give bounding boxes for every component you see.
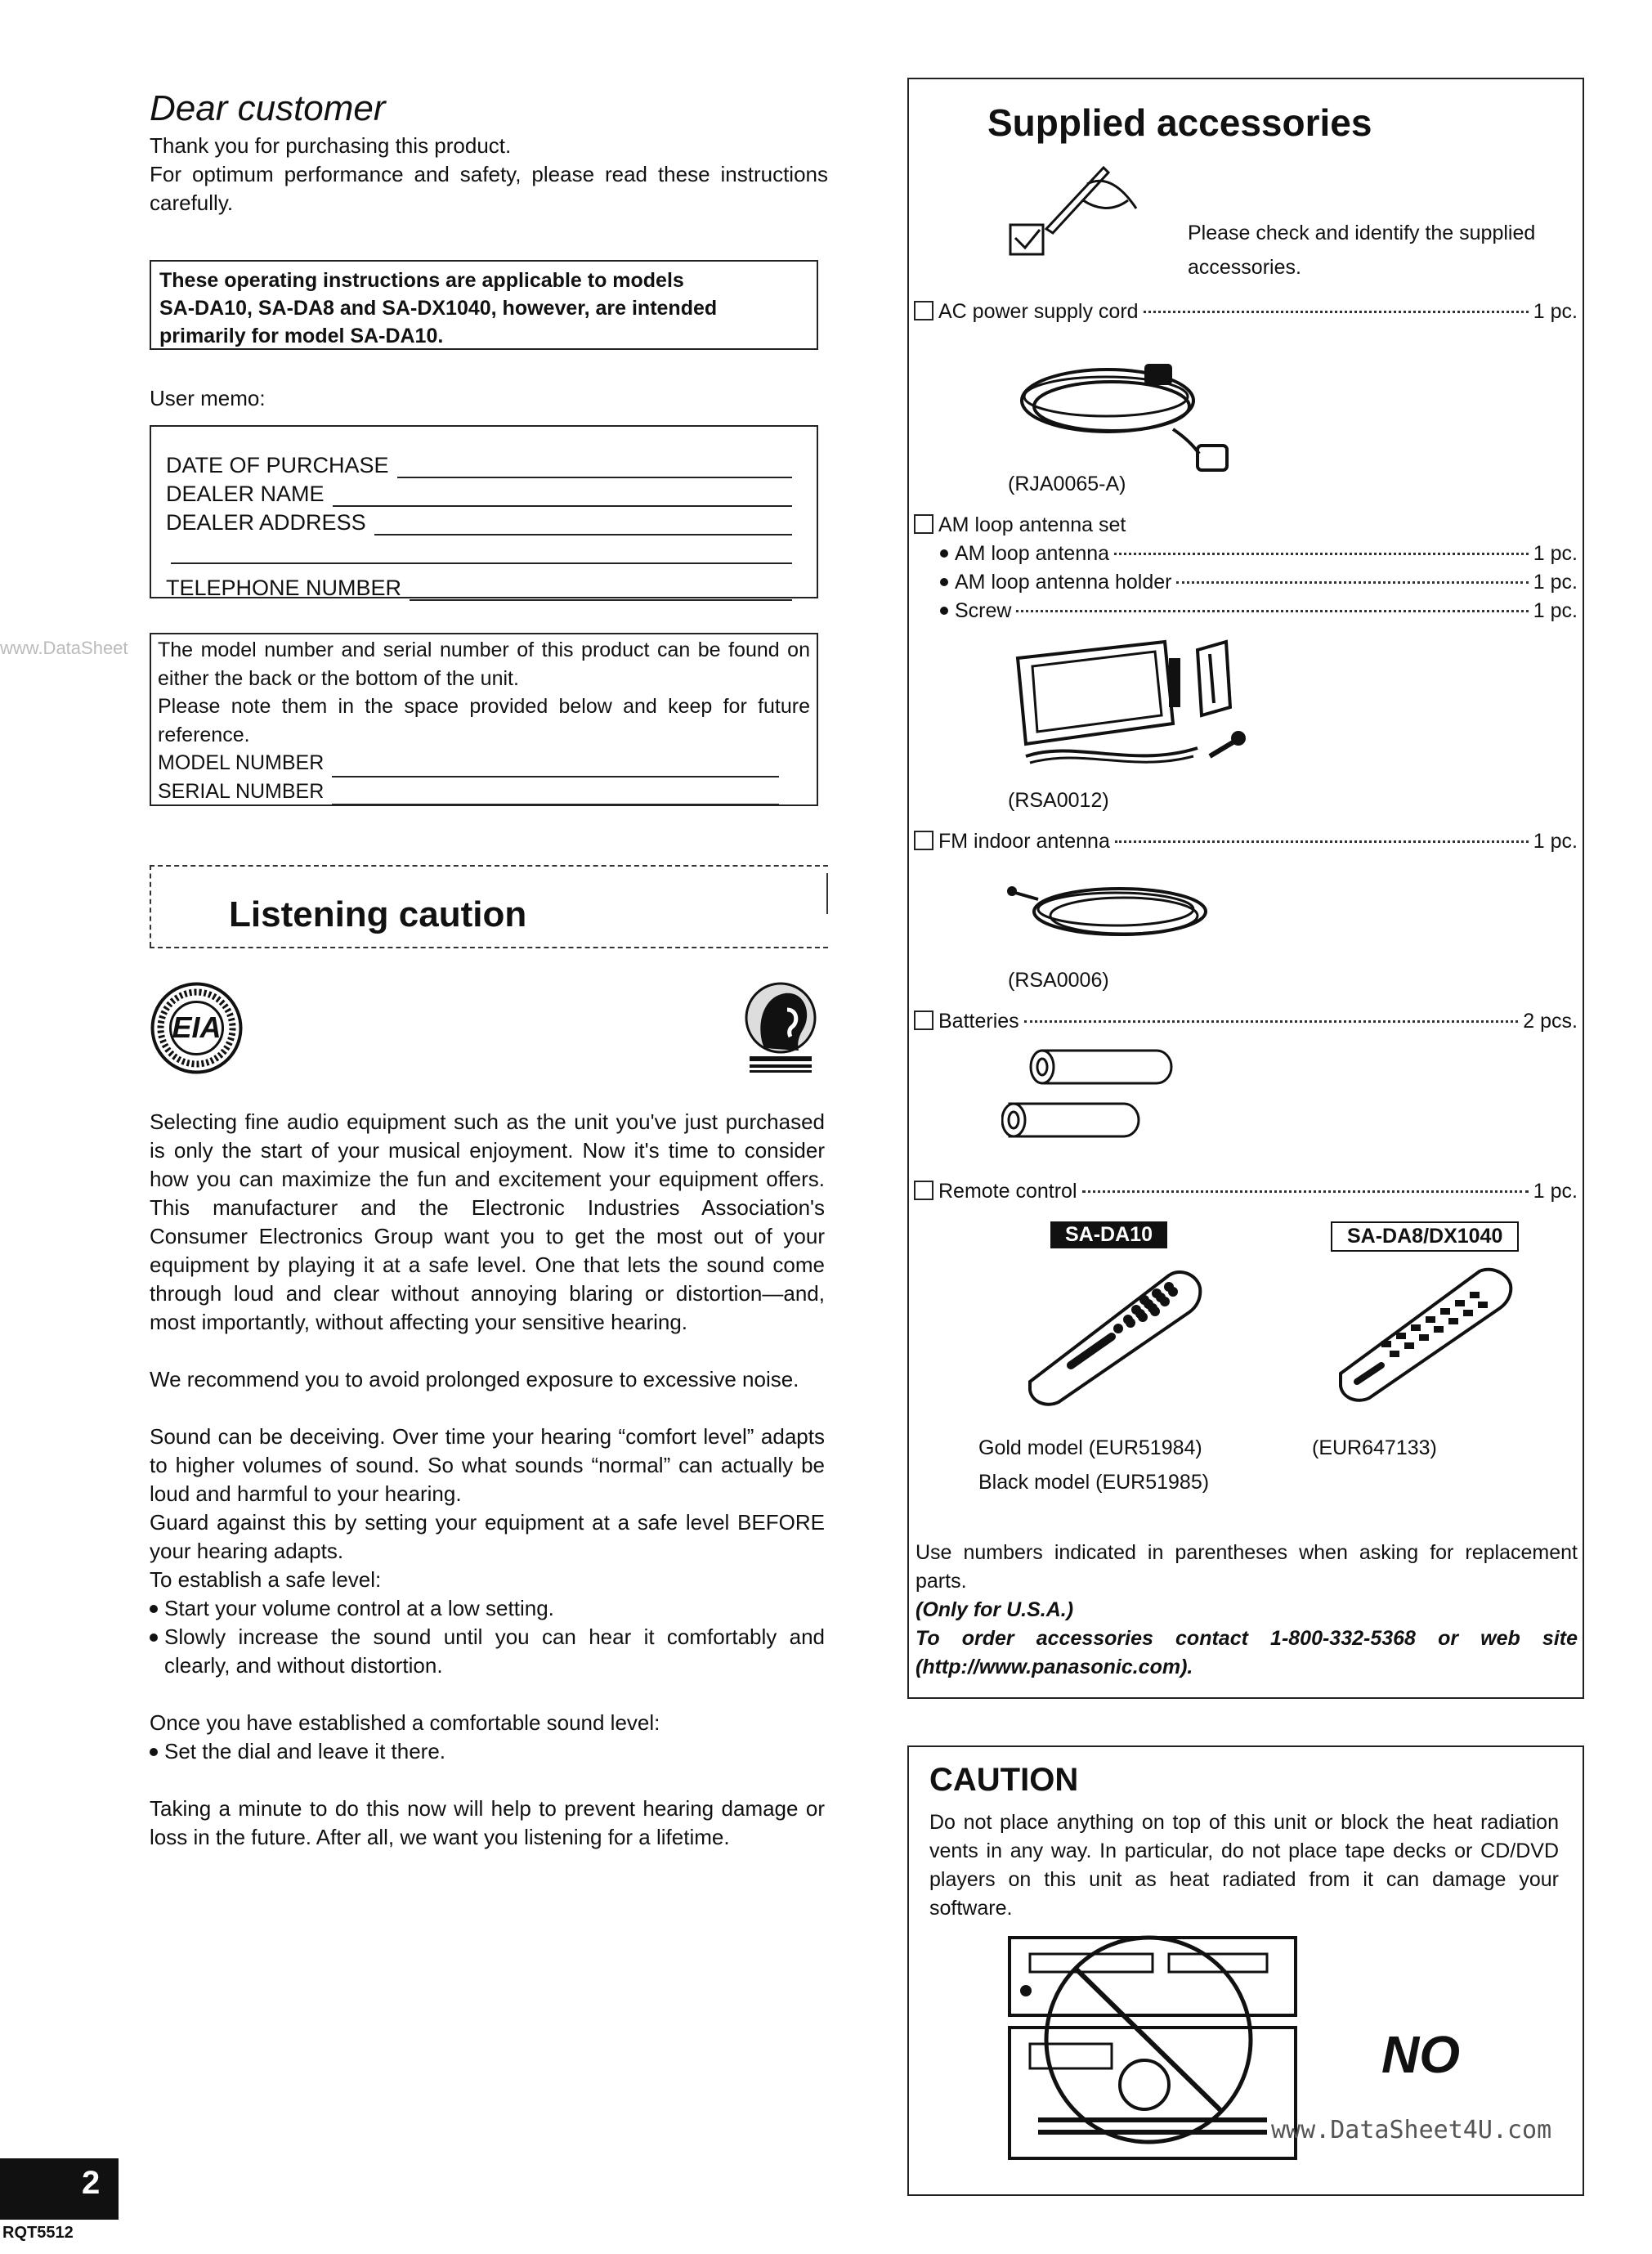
memo-dealer-address-row xyxy=(166,507,792,535)
replacement-note: Use numbers indicated in parentheses when asking for replacement parts. xyxy=(916,1541,1578,1593)
memo-date-label: DATE OF PURCHASE xyxy=(166,453,389,477)
acc-remote-row xyxy=(914,1177,1578,1206)
acc-screw-row xyxy=(940,597,1578,625)
acc-batteries-row xyxy=(914,1007,1578,1036)
memo-dealer-address-row-2 xyxy=(166,535,792,564)
ac-cord-checkbox[interactable] xyxy=(914,301,933,320)
am-set-checkbox[interactable] xyxy=(914,514,933,534)
leader-dots xyxy=(1114,553,1529,555)
pen-check-icon xyxy=(1005,151,1153,266)
remote-checkbox[interactable] xyxy=(914,1181,933,1200)
tag-sa-da10: SA-DA10 xyxy=(1050,1221,1167,1248)
dear-customer-title: Dear customer xyxy=(150,88,386,128)
eia-logo-text: EIA xyxy=(172,1010,222,1044)
listening-header-bottom-rule xyxy=(150,947,828,948)
listening-para-2: We recommend you to avoid prolonged exposure to excessive noise. xyxy=(150,1367,799,1391)
remote-gold-model: Gold model (EUR51984) xyxy=(978,1436,1202,1459)
memo-dealer-address-field-2[interactable] xyxy=(171,544,792,564)
applicable-line-2: SA-DA10, SA-DA8 and SA-DX1040, however, are intended xyxy=(159,297,718,320)
listening-header-left-rule xyxy=(150,865,151,947)
listening-para-5: To establish a safe level: xyxy=(150,1567,382,1592)
memo-dealer-name-field[interactable] xyxy=(333,487,792,507)
dear-customer-section xyxy=(150,86,828,217)
head-with-ear-icon xyxy=(740,981,822,1075)
page-number-tab xyxy=(0,2158,119,2220)
power-cord-icon xyxy=(1010,347,1230,478)
screw-label: Screw xyxy=(955,599,1012,622)
caution-illustration xyxy=(1005,1921,1300,2167)
dear-customer-optimum: For optimum performance and safety, please read these instructions carefully. xyxy=(150,162,828,215)
am-set-code: (RSA0012) xyxy=(1008,789,1109,812)
fm-qty: 1 pc. xyxy=(1533,830,1578,853)
remote-code-2: (EUR647133) xyxy=(1312,1436,1437,1459)
listening-caution-title: Listening caution xyxy=(229,894,527,934)
battery-icon xyxy=(1001,1042,1173,1149)
ac-cord-illustration xyxy=(1010,347,1230,478)
memo-telephone-row xyxy=(166,572,792,601)
remote-black-model: Black model (EUR51985) xyxy=(978,1471,1210,1494)
caution-title: CAUTION xyxy=(929,1762,1079,1798)
leader-dots xyxy=(1115,840,1529,843)
accessories-notes xyxy=(916,1539,1578,1682)
listening-para-4: Guard against this by setting your equipment at a safe level BEFORE your hearing adapts. xyxy=(150,1510,825,1563)
serial-number-label: SERIAL NUMBER xyxy=(158,779,325,803)
supplied-accessories-title: Supplied accessories xyxy=(987,101,1372,144)
am-loop-antenna-icon xyxy=(1010,634,1271,777)
serial-number-row xyxy=(158,777,779,806)
check-note: Please check and identify the supplied accessories. xyxy=(1188,222,1536,279)
am-holder-qty: 1 pc. xyxy=(1533,571,1578,594)
leader-dots xyxy=(1082,1190,1529,1193)
am-antenna-label: AM loop antenna xyxy=(955,542,1110,565)
model-number-row xyxy=(158,749,779,777)
fm-label: FM indoor antenna xyxy=(938,830,1110,853)
listening-header-top-rule xyxy=(150,865,828,867)
listening-bullet-2: Slowly increase the sound until you can hear it comfortably and clearly, and without distortion. xyxy=(150,1623,825,1680)
memo-date-field[interactable] xyxy=(397,459,792,478)
bullet-dot-icon xyxy=(150,1605,158,1613)
batteries-qty: 2 pcs. xyxy=(1523,1010,1578,1033)
acc-am-antenna-row xyxy=(940,540,1578,568)
bullet-dot-icon xyxy=(150,1633,158,1642)
ac-cord-code: (RJA0065-A) xyxy=(1008,473,1126,495)
am-antenna-illustration xyxy=(1010,634,1271,777)
memo-dealer-address-field[interactable] xyxy=(374,516,792,535)
listening-para-7: Taking a minute to do this now will help to prevent hearing damage or loss in the future. After all, we want you listening for a lifetime. xyxy=(150,1796,825,1849)
fm-antenna-wire-icon xyxy=(1005,875,1218,948)
serial-text-2: Please note them in the space provided below and keep for future reference. xyxy=(158,695,810,746)
user-memo-box xyxy=(150,425,818,598)
leader-dots xyxy=(1016,610,1528,612)
batteries-checkbox[interactable] xyxy=(914,1010,933,1030)
caution-text: Do not place anything on top of this unit or block the heat radiation vents in any way. In particular, do not place tape decks or CD/DVD players on this unit as heat radiated from it can damage your software. xyxy=(929,1811,1559,1920)
batteries-label: Batteries xyxy=(938,1010,1019,1033)
order-note: To order accessories contact 1-800-332-5368 or web site (http://www.panasonic.com). xyxy=(916,1627,1578,1678)
bullet-dot-icon xyxy=(940,578,948,586)
check-hand-illustration xyxy=(1005,151,1153,266)
usa-note: (Only for U.S.A.) xyxy=(916,1598,1074,1621)
dear-customer-thanks: Thank you for purchasing this product. xyxy=(150,133,512,158)
am-antenna-qty: 1 pc. xyxy=(1533,542,1578,565)
memo-dealer-address-label: DEALER ADDRESS xyxy=(166,510,366,535)
acc-ac-cord-row xyxy=(914,298,1578,326)
model-number-label: MODEL NUMBER xyxy=(158,751,325,774)
user-memo-label: User memo: xyxy=(150,386,266,410)
screw-qty: 1 pc. xyxy=(1533,599,1578,622)
am-holder-label: AM loop antenna holder xyxy=(955,571,1172,594)
ac-cord-label: AC power supply cord xyxy=(938,300,1139,323)
memo-telephone-field[interactable] xyxy=(410,581,792,601)
bullet-dot-icon xyxy=(940,549,948,558)
batteries-illustration xyxy=(1001,1042,1173,1149)
leader-dots xyxy=(1024,1020,1519,1023)
document-code: RQT5512 xyxy=(2,2224,74,2242)
listening-para-1: Selecting fine audio equipment such as the unit you've just purchased is only the start of your musical enjoyment. Now it's time to consider how you can maximize the fun and excitement your equipment offers. This manufacturer and the Electronic Industries Association's Consumer Electronics Group want you to get the most out of your equipment by playing it at a safe level. One that lets the sound come through loud and clear without annoying blaring or distortion—and, most importantly, without affecting your sensitive hearing. xyxy=(150,1109,825,1334)
serial-text-1: The model number and serial number of this product can be found on either the back or the bottom of the unit. xyxy=(158,639,810,690)
memo-dealer-name-row xyxy=(166,478,792,507)
am-set-label: AM loop antenna set xyxy=(938,513,1126,536)
listening-bullet-1: Start your volume control at a low setting. xyxy=(150,1594,825,1623)
listening-para-3: Sound can be deceiving. Over time your hearing “comfort level” adapts to higher volumes of sound. So what sounds “normal” can actually be loud and harmful to your hearing. xyxy=(150,1424,825,1506)
remote-label: Remote control xyxy=(938,1180,1077,1203)
listening-bullet-3: Set the dial and leave it there. xyxy=(150,1737,825,1766)
bullet-dot-icon xyxy=(940,607,948,615)
stacked-units-prohibited-icon xyxy=(1005,1921,1300,2167)
watermark-left: www.DataSheet xyxy=(0,638,128,658)
leader-dots xyxy=(1144,311,1529,313)
bullet-dot-icon xyxy=(150,1748,158,1756)
remote-control-icon xyxy=(1332,1259,1520,1406)
acc-am-holder-row xyxy=(940,568,1578,597)
fm-code: (RSA0006) xyxy=(1008,969,1109,992)
serial-number-box xyxy=(150,633,818,806)
listening-header-right-rule xyxy=(826,873,828,914)
listening-para-6: Once you have established a comfortable sound level: xyxy=(150,1710,660,1735)
remote-qty: 1 pc. xyxy=(1533,1180,1578,1203)
acc-fm-row xyxy=(914,827,1578,856)
caution-no-label: NO xyxy=(1381,2025,1460,2084)
leader-dots xyxy=(1176,581,1528,584)
fm-checkbox[interactable] xyxy=(914,831,933,850)
applicable-models-box xyxy=(150,260,818,350)
applicable-line-1: These operating instructions are applicable to models xyxy=(159,269,684,292)
memo-dealer-name-label: DEALER NAME xyxy=(166,482,325,506)
tag-sa-da8-dx1040: SA-DA8/DX1040 xyxy=(1331,1221,1519,1252)
remote-control-icon xyxy=(1022,1259,1210,1406)
fm-antenna-illustration xyxy=(1005,875,1218,948)
acc-am-set-row xyxy=(914,511,1578,540)
remote-sa-da10-illustration xyxy=(1022,1259,1210,1406)
page-number: 2 xyxy=(82,2165,101,2201)
listening-logo xyxy=(740,981,822,1075)
serial-number-field[interactable] xyxy=(332,786,779,805)
applicable-line-3: primarily for model SA-DA10. xyxy=(159,325,444,347)
model-number-field[interactable] xyxy=(332,758,779,777)
memo-telephone-label: TELEPHONE NUMBER xyxy=(166,576,402,600)
ac-cord-qty: 1 pc. xyxy=(1533,300,1578,323)
memo-date-row xyxy=(166,450,792,478)
eia-logo xyxy=(150,981,244,1075)
listening-body xyxy=(150,1108,825,1852)
watermark-right: www.DataSheet4U.com xyxy=(1271,2116,1552,2144)
remote-sa-da8-illustration xyxy=(1332,1259,1520,1406)
